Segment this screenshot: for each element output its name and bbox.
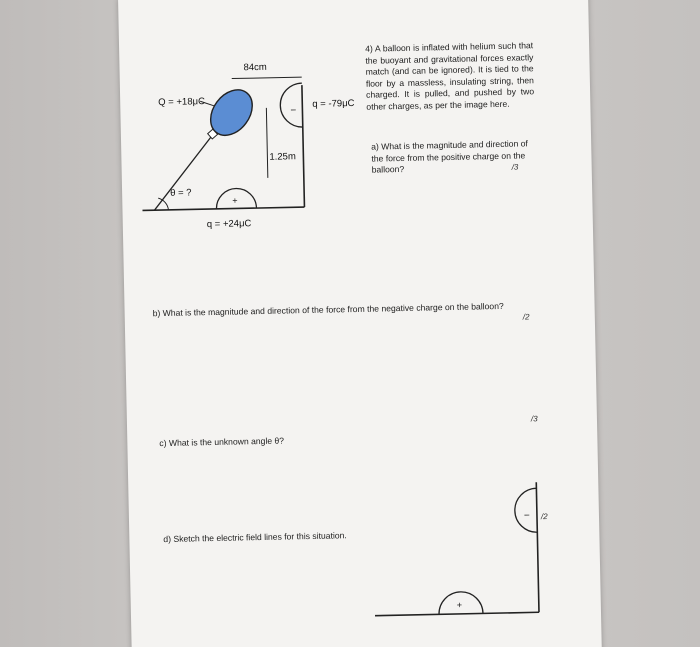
part-d-marks: /2 [540,512,548,522]
horizontal-distance-label: 84cm [243,61,267,74]
positive-charge-sign: + [232,195,238,206]
part-b-question: b) What is the magnitude and direction of the force from the negative charge on the balloon? [152,300,504,319]
part-b-marks: /2 [522,312,530,322]
field-line-sketch [128,459,602,647]
part-c-marks: /3 [530,414,538,424]
angle-label: θ = ? [170,187,192,199]
floor-line [142,207,304,210]
positive-charge-label: q = +24μC [206,218,252,231]
problem-intro: 4) A balloon is inflated with helium such that the buoyant and gravitational forces exactly match (and can be ignored). It is tied to the floor by a massless, insulating string, then charged. It is pulled, and pushed by two other charges, as per the image here. [365,40,535,112]
part-c-question: c) What is the unknown angle θ? [159,435,285,449]
sketch-wall [536,482,539,612]
balloon-charge-label: Q = +18μC [158,96,206,109]
part-a-marks: /3 [511,162,519,172]
part-a-question: a) What is the magnitude and direction of the force from the positive charge on the balloon? [371,138,528,175]
negative-charge-sign: − [290,105,297,117]
vertical-distance-label: 1.25m [269,151,296,163]
horizontal-dimension-line [232,77,302,78]
wall-line [302,85,305,207]
worksheet-page [118,0,602,647]
balloon-diagram [118,0,593,259]
negative-charge-label: q = -79μC [312,97,355,110]
sketch-positive-sign: + [456,599,463,610]
part-d-question: d) Sketch the electric field lines for this situation. [163,530,347,545]
sketch-negative-sign: − [523,510,530,522]
vertical-dimension-line [266,108,267,178]
sketch-floor [375,612,539,615]
